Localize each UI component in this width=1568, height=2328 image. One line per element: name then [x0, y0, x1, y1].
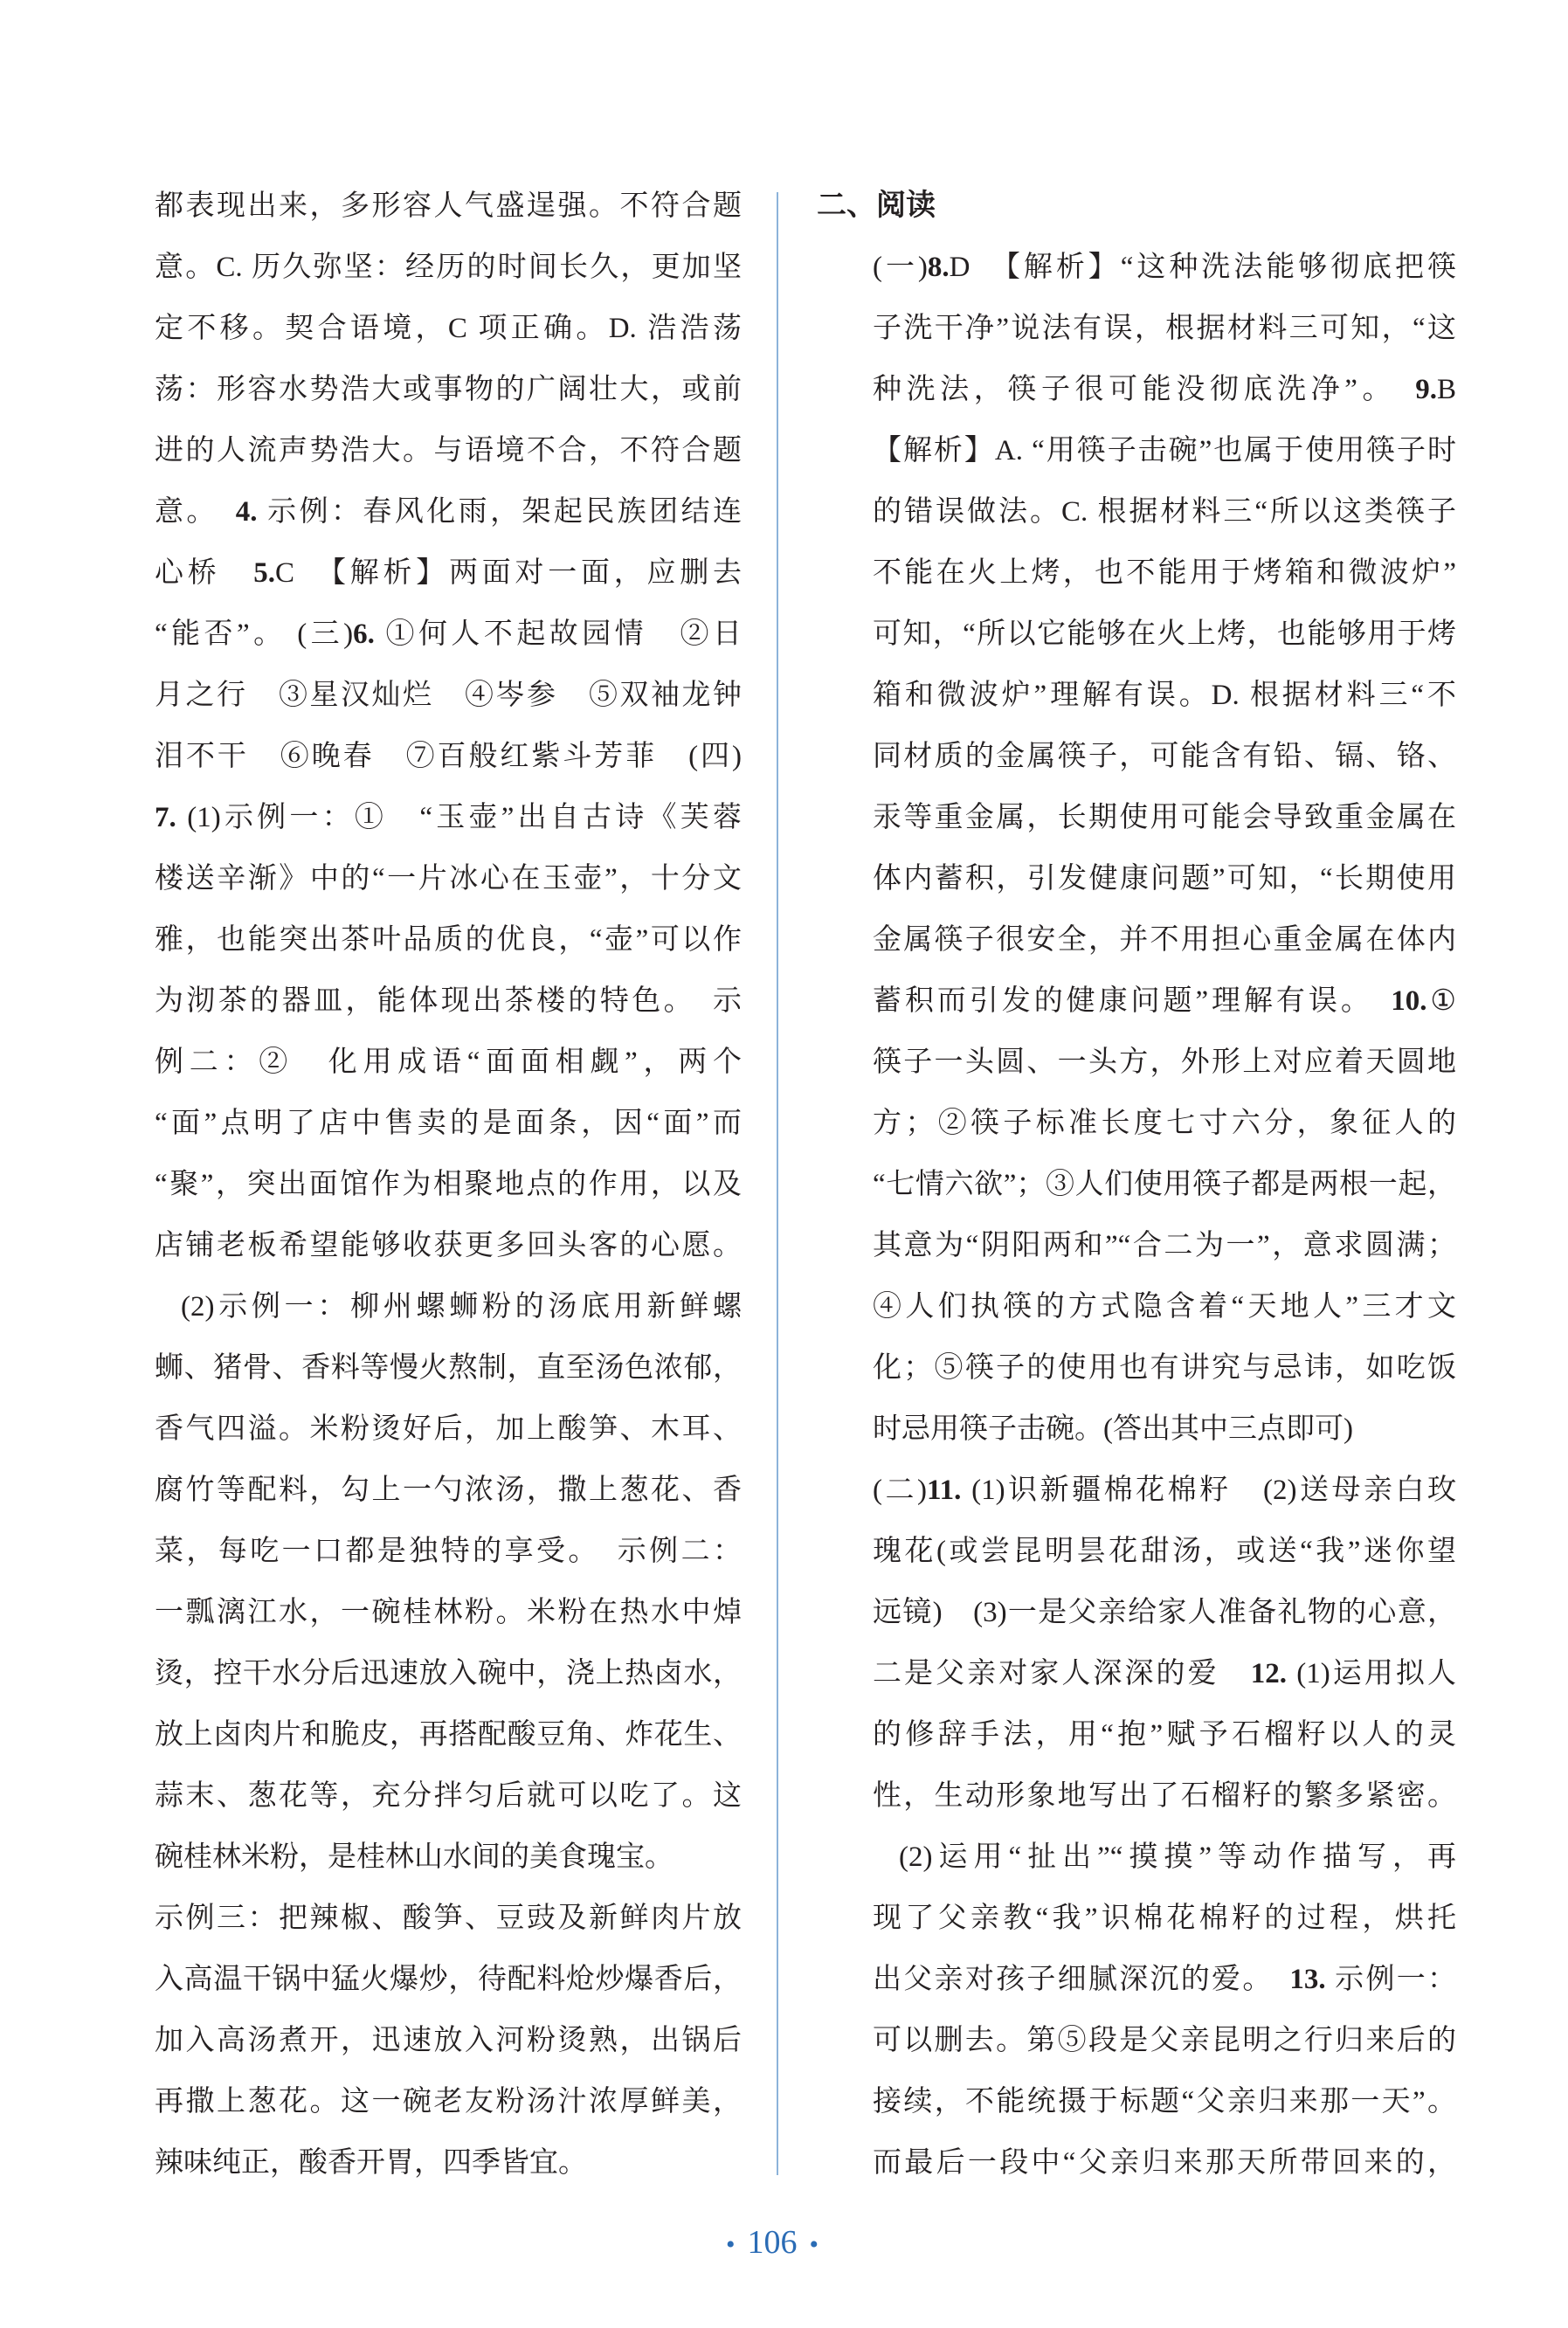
text-line: 箱和微波炉”理解有误。D. 根据材料三“不 — [873, 680, 1456, 711]
text-segment: 出父亲对孩子细腻深沉的爱。 — [873, 1964, 1290, 1995]
question-number: 5. — [253, 557, 275, 589]
text-line: 加入高汤煮开，迅速放入河粉烫熟，出锅后 — [155, 2025, 742, 2056]
text-line: “七情六欲”；③人们使用筷子都是两根一起， — [873, 1169, 1456, 1200]
text-line: 店铺老板希望能够收获更多回头客的心愿。 — [155, 1230, 742, 1261]
text-line: 可知，“所以它能够在火上烤，也能够用于烤 — [873, 618, 1456, 650]
text-segment: 示例：春风化雨，架起民族团结连 — [257, 496, 742, 528]
text-segment: 二是父亲对家人深深的爱 — [873, 1658, 1251, 1689]
text-line — [873, 1460, 1456, 1521]
text-line: 性，生动形象地写出了石榴籽的繁多紧密。 — [873, 1780, 1456, 1812]
text-line: 烫，控干水分后迅速放入碗中，浇上热卤水， — [155, 1658, 742, 1689]
text-segment: (1)示例一：① “玉壶”出自古诗《芙蓉 — [176, 802, 742, 833]
text-line: 同材质的金属筷子，可能含有铅、镉、铬、 — [873, 741, 1456, 772]
text-segment: 心桥 — [155, 557, 254, 589]
text-line: ④人们执筷的方式隐含着“天地人”三才文 — [873, 1291, 1456, 1323]
text-line: (2)运用“扯出”“摸摸”等动作描写，再 — [899, 1841, 1456, 1873]
text-line: 现了父亲教“我”识棉花棉籽的过程，烘托 — [873, 1903, 1456, 1934]
text-line: 蛳、猪骨、香料等慢火熬制，直至汤色浓郁， — [155, 1352, 742, 1384]
text-segment: C 【解析】两面对一面，应删去 — [275, 557, 742, 589]
text-line: 不能在火上烤，也不能用于烤箱和微波炉” — [873, 557, 1456, 589]
text-line: 放上卤肉片和脆皮，再搭配酸豆角、炸花生、 — [155, 1719, 742, 1751]
text-line: (2)示例一：柳州螺蛳粉的汤底用新鲜螺 — [181, 1291, 742, 1323]
text-line — [873, 971, 1456, 1032]
text-line — [873, 1949, 1456, 2010]
text-line: 雅，也能突出茶叶品质的优良，“壶”可以作 — [155, 924, 742, 956]
text-segment: 种洗法，筷子很可能没彻底洗净”。 — [873, 374, 1416, 405]
text-line: 的修辞手法，用“抱”赋予石榴籽以人的灵 — [873, 1719, 1456, 1751]
page-number-bullet: • — [809, 2230, 819, 2259]
text-line: 接续，不能统摄于标题“父亲归来那一天”。 — [873, 2086, 1456, 2117]
text-line: 入高温干锅中猛火爆炒，待配料炝炒爆香后， — [155, 1964, 742, 1995]
text-line — [155, 542, 742, 604]
text-line — [155, 604, 742, 665]
question-number: 11. — [926, 1475, 962, 1506]
text-line: 方；②筷子标准长度七寸六分，象征人的 — [873, 1108, 1456, 1139]
text-line: 都表现出来，多形容人气盛逞强。不符合题 — [155, 190, 742, 222]
text-line: 泪不干 ⑥晚春 ⑦百般红紫斗芳菲 (四) — [155, 741, 742, 772]
text-segment: (二) — [873, 1475, 927, 1506]
text-segment: 意。 — [155, 496, 236, 528]
text-line: 腐竹等配料，勾上一勺浓汤，撒上葱花、香 — [155, 1475, 742, 1506]
text-line: 月之行 ③星汉灿烂 ④岑参 ⑤双袖龙钟 — [155, 680, 742, 711]
text-line: 汞等重金属，长期使用可能会导致重金属在 — [873, 802, 1456, 833]
text-line: 子洗干净”说法有误，根据材料三可知，“这 — [873, 313, 1456, 344]
text-segment: (1)运用拟人 — [1286, 1658, 1456, 1689]
text-line: “面”点明了店中售卖的是面条，因“面”而 — [155, 1108, 742, 1139]
text-line — [155, 481, 742, 542]
column-divider — [777, 192, 778, 2175]
text-segment: 示例一： — [1325, 1964, 1456, 1995]
text-line: 金属筷子很安全，并不用担心重金属在体内 — [873, 924, 1456, 956]
text-line: 【解析】A. “用筷子击碗”也属于使用筷子时 — [873, 435, 1456, 466]
right-column — [817, 176, 1456, 2193]
left-column — [155, 176, 742, 2193]
question-number: 4. — [235, 496, 258, 528]
question-number: 10. — [1391, 985, 1427, 1017]
text-line: 再撒上葱花。这一碗老友粉汤汁浓厚鲜美， — [155, 2086, 742, 2117]
question-number: 12. — [1250, 1658, 1287, 1689]
text-segment: ①何人不起故园情 ②日 — [374, 618, 742, 650]
text-line: 示例三：把辣椒、酸笋、豆豉及新鲜肉片放 — [155, 1903, 742, 1934]
text-line — [873, 237, 1456, 298]
text-line: 时忌用筷子击碗。(答出其中三点即可) — [873, 1413, 1353, 1445]
text-line: 蒜末、葱花等，充分拌匀后就可以吃了。这 — [155, 1780, 742, 1812]
text-line: “聚”，突出面馆作为相聚地点的作用，以及 — [155, 1169, 742, 1200]
text-segment: (1)识新疆棉花棉籽 (2)送母亲白玫 — [961, 1475, 1456, 1506]
text-line: 菜，每吃一口都是独特的享受。 示例二： — [155, 1536, 742, 1567]
text-line: 为沏茶的器皿，能体现出茶楼的特色。 示 — [155, 985, 742, 1017]
text-line: 碗桂林米粉，是桂林山水间的美食瑰宝。 — [155, 1841, 673, 1873]
text-line: 瑰花(或尝昆明昙花甜汤，或送“我”迷你望 — [873, 1536, 1456, 1567]
text-line — [873, 1643, 1456, 1704]
text-line: 的错误做法。C. 根据材料三“所以这类筷子 — [873, 496, 1456, 528]
text-line: 其意为“阴阳两和”“合二为一”，意求圆满； — [873, 1230, 1456, 1261]
text-line: 体内蓄积，引发健康问题”可知，“长期使用 — [873, 863, 1456, 895]
text-line: 荡：形容水势浩大或事物的广阔壮大，或前 — [155, 374, 742, 405]
question-number: 13. — [1289, 1964, 1326, 1995]
text-segment: 蓄积而引发的健康问题”理解有误。 — [873, 985, 1392, 1017]
text-line: 而最后一段中“父亲归来那天所带回来的， — [873, 2147, 1456, 2179]
text-line: 香气四溢。米粉烫好后，加上酸笋、木耳、 — [155, 1413, 742, 1445]
question-number: 9. — [1415, 374, 1437, 405]
text-line: 化；⑤筷子的使用也有讲究与忌讳，如吃饭 — [873, 1352, 1456, 1384]
text-line: 进的人流声势浩大。与语境不合，不符合题 — [155, 435, 742, 466]
text-line: 意。C. 历久弥坚：经历的时间长久，更加坚 — [155, 252, 742, 283]
text-segment: (一) — [873, 252, 928, 283]
text-segment: “能否”。 (三) — [155, 618, 354, 650]
text-line: 辣味纯正，酸香开胃，四季皆宜。 — [155, 2147, 587, 2179]
text-line — [873, 359, 1456, 420]
text-line: 筷子一头圆、一头方，外形上对应着天圆地 — [873, 1047, 1456, 1078]
text-segment: ① — [1426, 985, 1456, 1017]
page-number: 106 — [747, 2224, 798, 2261]
question-number: 7. — [155, 802, 176, 833]
text-line: 可以删去。第⑤段是父亲昆明之行归来后的 — [873, 2025, 1456, 2056]
text-segment: B — [1436, 374, 1456, 405]
section-heading: 二、阅读 — [817, 190, 936, 222]
text-line — [155, 787, 742, 848]
text-line: 楼送辛渐》中的“一片冰心在玉壶”，十分文 — [155, 863, 742, 895]
question-number: 6. — [353, 618, 375, 650]
text-line: 定不移。契合语境，C 项正确。D. 浩浩荡 — [155, 313, 742, 344]
page-number-bullet: • — [725, 2230, 736, 2259]
page-footer — [685, 2219, 860, 2266]
text-line: 一瓢漓江水，一碗桂林粉。米粉在热水中焯 — [155, 1597, 742, 1628]
text-segment: D 【解析】“这种洗法能够彻底把筷 — [949, 252, 1456, 283]
question-number: 8. — [927, 252, 950, 283]
text-line: 远镜) (3)一是父亲给家人准备礼物的心意， — [873, 1597, 1456, 1628]
text-line: 例二：② 化用成语“面面相觑”，两个 — [155, 1047, 742, 1078]
